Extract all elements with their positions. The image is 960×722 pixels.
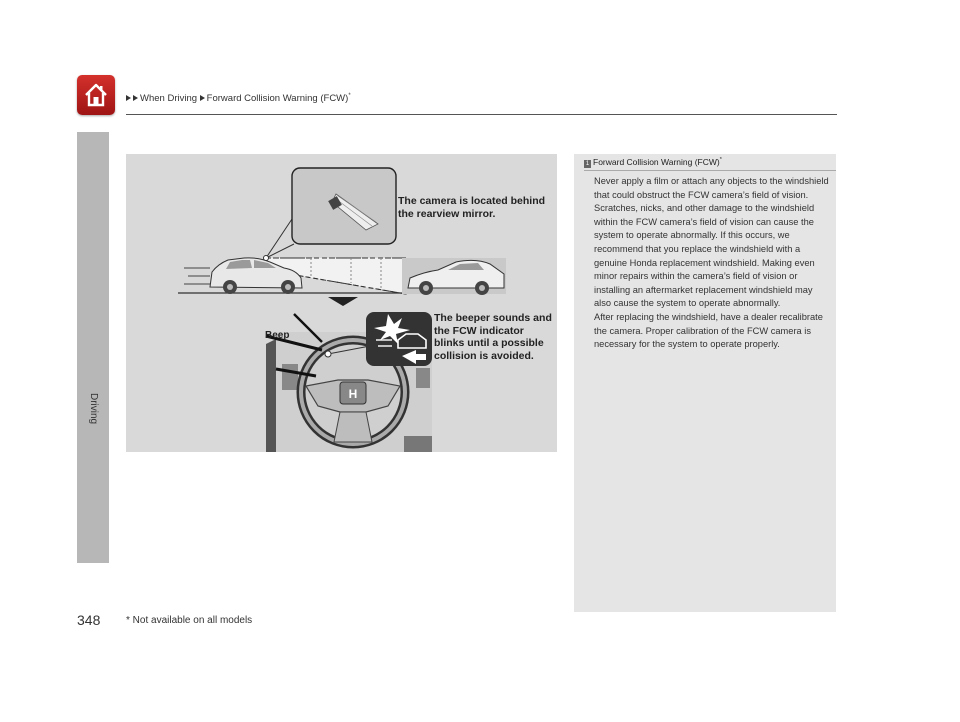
sidebar-note [574,154,836,612]
note-marker-icon: 1 [585,161,590,167]
page-number: 348 [77,612,101,628]
camera-location-callout: The camera is located behind the rearview mirror. [398,195,546,220]
note-body: Never apply a film or attach any objects to the windshield that could obstruct the FCW camera’s field of vision. Scratches, nicks, and other damage to the windshield within the FCW camera’s field of vision can cause the system to operate abnormally. If this occurs, we recommend that you replace the windshield with a genuine Honda replacement windshield. Making even minor repairs within the camera’s field of vision or installing an aftermarket replacement windshield may also cause the system to operate abnormally. After replacing the windshield, have a dealer recalibrate the camera. Proper calibration of the FCW camera is necessary for the system to operate properly. [594,176,829,350]
breadcrumb-arrow-icon [126,95,131,101]
header-rule [126,114,837,115]
down-arrow-icon [328,297,358,306]
footnote-marker: * [719,157,722,164]
fcw-illustration [126,154,557,452]
chapter-side-tab-label: Driving [88,393,99,425]
footnote-marker: * [348,93,351,99]
breadcrumb [126,93,351,104]
breadcrumb-item[interactable]: When Driving [140,93,198,105]
beep-label: Beep [265,330,290,341]
note-divider [584,170,836,171]
home-icon [83,82,109,108]
note-heading [584,157,722,168]
fcw-indicator-icon [366,312,432,366]
breadcrumb-arrow-icon [133,95,138,101]
chapter-side-tab[interactable] [77,132,109,563]
home-button[interactable] [77,75,115,115]
breadcrumb-arrow-icon [200,95,205,101]
note-title-link[interactable]: Forward Collision Warning (FCW) [593,157,720,167]
svg-text:H: H [348,387,358,401]
sedan-vehicle [402,258,506,295]
breadcrumb-item[interactable]: Forward Collision Warning (FCW) [206,93,349,105]
footnote: * Not available on all models [126,615,253,626]
beeper-callout: The beeper sounds and the FCW indicator blinks until a possible collision is avoided. [434,312,552,362]
